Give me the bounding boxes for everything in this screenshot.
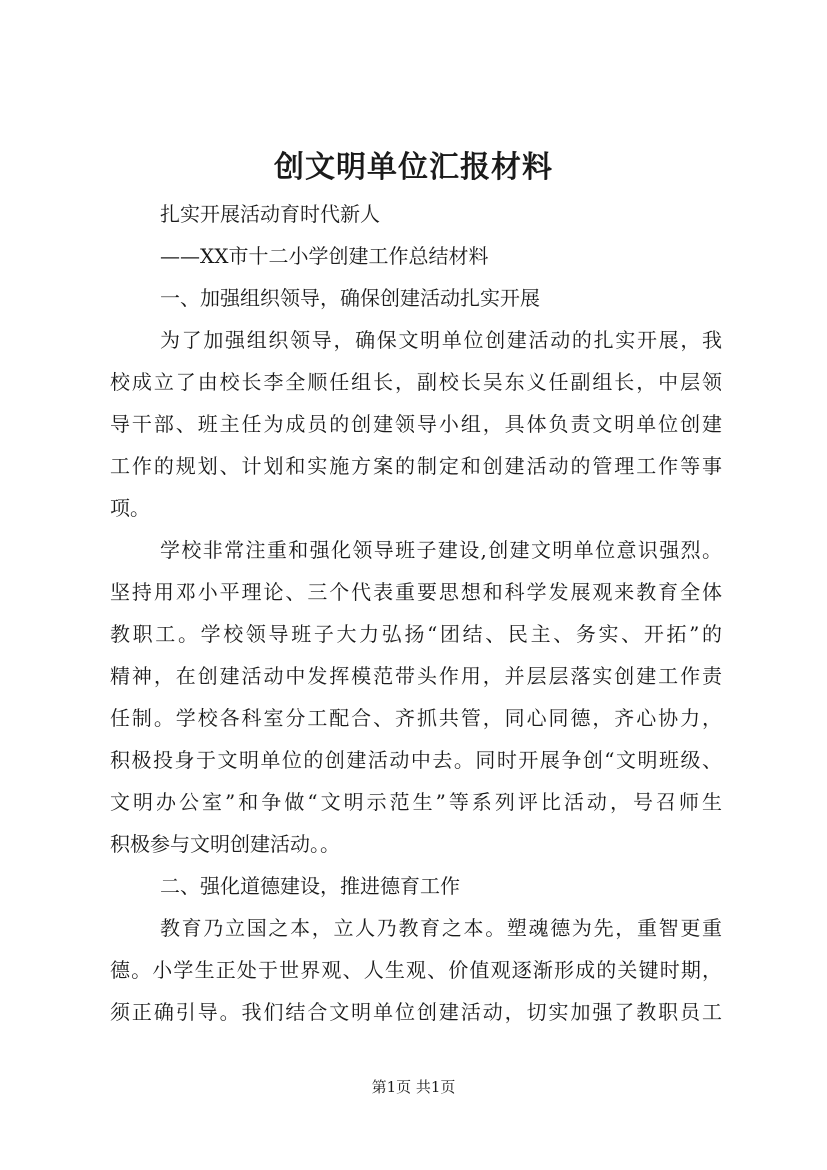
paragraph-line: 任制。学校各科室分工配合、齐抓共管，同心同德，齐心协力， [110,706,722,730]
page-footer: 第1页 共1页 [371,1078,456,1096]
paragraph-line: 为了加强组织领导，确保文明单位创建活动的扎实开展，我 [160,328,722,352]
paragraph-line: 学校非常注重和强化领导班子建设,创建文明单位意识强烈。 [160,538,722,562]
document-subtitle: 扎实开展活动育时代新人 [160,202,380,226]
paragraph-line: 项。 [110,496,150,520]
paragraph-line: 坚持用邓小平理论、三个代表重要思想和科学发展观来教育全体 [110,580,722,604]
paragraph-line: 须正确引导。我们结合文明单位创建活动，切实加强了教职员工 [110,1000,722,1024]
paragraph-line: 教育乃立国之本，立人乃教育之本。塑魂德为先，重智更重 [160,916,722,940]
paragraph-line: 校成立了由校长李全顺任组长，副校长吴东义任副组长，中层领 [110,370,722,394]
section-heading-1: 一、加强组织领导，确保创建活动扎实开展 [160,286,540,310]
paragraph-line: 教职工。学校领导班子大力弘扬“团结、民主、务实、开拓”的 [110,622,722,646]
document-title: 创文明单位汇报材料 [274,150,553,185]
section-heading-2: 二、强化道德建设，推进德育工作 [160,874,460,898]
paragraph-line: 积极参与文明创建活动。。 [110,832,340,856]
paragraph-line: 德。小学生正处于世界观、人生观、价值观逐渐形成的关键时期， [110,958,722,982]
paragraph-line: 导干部、班主任为成员的创建领导小组，具体负责文明单位创建 [110,412,722,436]
paragraph-line: 积极投身于文明单位的创建活动中去。同时开展争创“文明班级、 [110,748,722,772]
paragraph-line: 文明办公室”和争做“文明示范生”等系列评比活动，号召师生 [110,790,722,814]
paragraph-line: 精神，在创建活动中发挥模范带头作用，并层层落实创建工作责 [110,664,722,688]
document-byline: ——XX市十二小学创建工作总结材料 [160,244,489,268]
paragraph-line: 工作的规划、计划和实施方案的制定和创建活动的管理工作等事 [110,454,722,478]
